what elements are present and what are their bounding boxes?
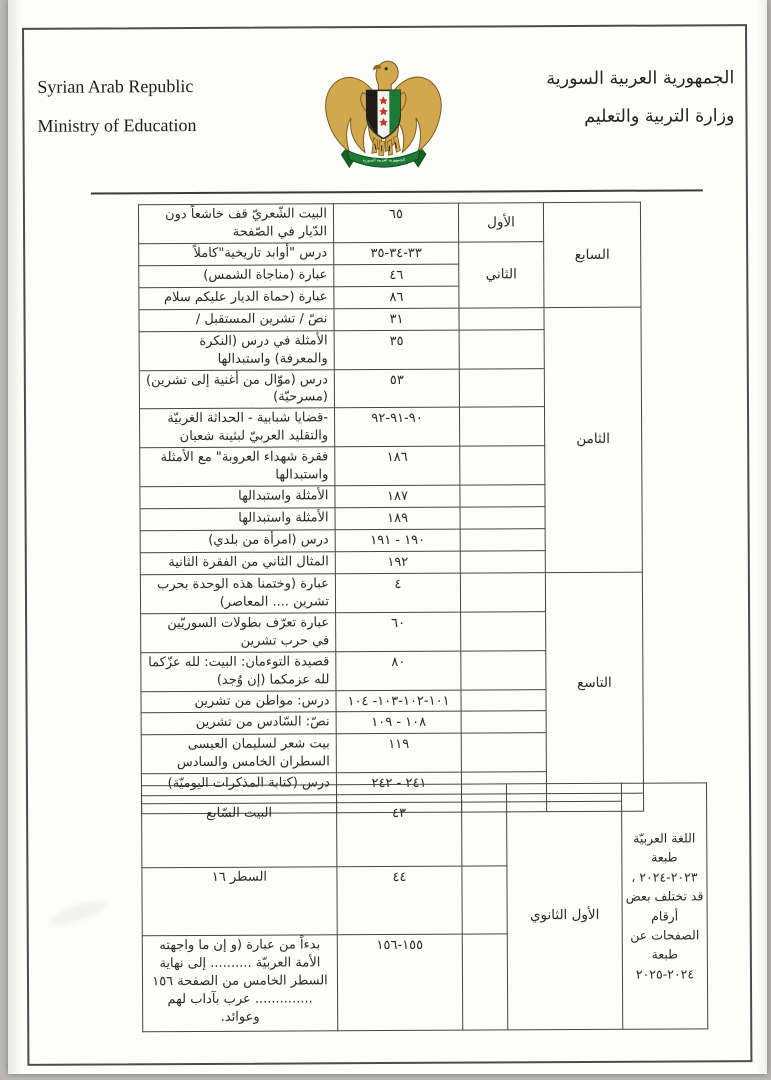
secondary-index-table bbox=[141, 782, 708, 1032]
ministry-name-en: Ministry of Education bbox=[37, 114, 197, 136]
pages-cell: ٤ bbox=[335, 573, 460, 613]
unit-cell-empty bbox=[459, 368, 544, 407]
unit-cell-first: الأول bbox=[458, 203, 543, 242]
unit-cell-empty bbox=[459, 329, 544, 368]
grade-cell-ninth: التاسع bbox=[545, 572, 643, 794]
unit-cell-empty bbox=[462, 866, 507, 934]
emblem-banner-text: الجمهورية العربية السورية bbox=[362, 157, 405, 163]
description-cell: السطر ١٦ bbox=[142, 867, 337, 936]
unit-cell-empty bbox=[459, 307, 544, 329]
pages-cell: ٨٠ bbox=[336, 651, 461, 691]
description-cell: المثال الثاني من الفقرة الثانية bbox=[140, 552, 335, 575]
unit-cell-empty bbox=[461, 650, 546, 689]
pages-cell: ١٨٦ bbox=[335, 446, 460, 486]
grade-cell-first-secondary: الأول الثانوي bbox=[507, 801, 623, 1030]
description-cell: درس: مواطن من تشرين bbox=[141, 690, 336, 713]
unit-cell-empty bbox=[459, 407, 544, 446]
document-frame bbox=[22, 24, 752, 1066]
header-divider bbox=[91, 189, 703, 194]
pages-cell-empty bbox=[336, 784, 461, 803]
pages-cell: ٤٦ bbox=[334, 264, 459, 287]
description-cell: قصيدة التوءمان: البيت: لله عزّكما لله عزمكما (إن وُجد) bbox=[141, 651, 336, 691]
description-cell: نصّ / تشرين المستقبل / bbox=[139, 308, 334, 331]
header-arabic bbox=[546, 70, 734, 146]
unit-cell-empty bbox=[461, 784, 506, 802]
country-name-ar: الجمهورية العربية السورية bbox=[546, 68, 735, 90]
description-cell: درس (موّال من أغنية إلى تشرين) (مسرحيّة) bbox=[139, 369, 334, 409]
pages-cell: ١٨٩ bbox=[335, 507, 460, 530]
unit-cell-empty bbox=[461, 611, 546, 650]
pages-cell: ١٨٧ bbox=[335, 485, 460, 508]
pages-cell: ٣٥ bbox=[334, 330, 459, 370]
pages-cell: ١٩٠ - ١٩١ bbox=[335, 529, 460, 552]
description-cell: عبارة (مناجاة الشمس) bbox=[139, 265, 334, 288]
description-cell: البيت السّابع bbox=[142, 803, 337, 868]
ministry-name-ar: وزارة التربية والتعليم bbox=[584, 105, 735, 127]
description-cell: درس "أوابد تاريخية"كاملاً bbox=[139, 243, 334, 266]
pages-cell: ٢٤١ - ٢٤٢ bbox=[336, 772, 461, 795]
grade-cell-eighth: الثامن bbox=[544, 307, 642, 573]
description-cell: عبارة تعرّف بطولات السوريّين في حرب تشرين bbox=[141, 613, 336, 653]
pages-cell: ١٩٢ bbox=[335, 551, 460, 574]
description-cell: فقرة شهداء العروبة" مع الأمثلة واستبدالها bbox=[140, 447, 335, 487]
description-cell: بدءاً من عبارة (و إن ما واجهته الأمة العربيّة .......... إلى نهاية السطر الخامس من الصفحة ١٥٦ .............. عرب بآداب لهم وعوائد. bbox=[142, 935, 337, 1032]
description-cell: درس (كتابة المذكرات اليوميّة) bbox=[141, 773, 336, 796]
unit-cell-empty bbox=[460, 507, 545, 529]
unit-cell-empty bbox=[460, 485, 545, 507]
pages-cell: ٥٣ bbox=[334, 369, 459, 409]
unit-cell-empty bbox=[460, 573, 545, 612]
unit-cell-second: الثاني bbox=[459, 242, 544, 308]
unit-cell-empty bbox=[461, 711, 546, 733]
table-row bbox=[138, 202, 640, 244]
edition-note-cell: اللغة العربيّة طبعة ٢٠٢٣-٢٠٢٤ ، قد تختلف بعض أرقام الصفحات عن طبعة ٢٠٢٤-٢٠٢٥ bbox=[621, 783, 707, 1029]
unit-cell-empty bbox=[460, 529, 545, 551]
description-cell: بيت شعر لسليمان العيسى السطران الخامس والسادس bbox=[141, 734, 336, 774]
pages-cell: ٣٣-٣٤-٣٥ bbox=[334, 242, 459, 265]
country-name-en: Syrian Arab Republic bbox=[37, 76, 194, 97]
pages-cell: ١٠٨ - ١٠٩ bbox=[336, 712, 461, 735]
grade-cell-empty bbox=[506, 783, 621, 802]
table-row bbox=[139, 307, 641, 332]
unit-cell-empty bbox=[460, 446, 545, 485]
pages-cell: ٤٣ bbox=[337, 802, 462, 867]
unit-cell-empty bbox=[461, 689, 546, 711]
description-cell: -قضايا شبابية - الحداثة الغربيّة والتقليد العربيّ لبثينة شعبان bbox=[140, 408, 335, 448]
description-cell: عبارة (وختمنا هذه الوحدة بحرب تشرين .... المعاصر) bbox=[140, 574, 335, 614]
pages-cell: ٣١ bbox=[334, 308, 459, 331]
table-row-empty bbox=[141, 783, 706, 804]
pages-cell: ١٥٥-١٥٦ bbox=[337, 934, 463, 1031]
pages-cell: ١١٩ bbox=[336, 733, 461, 773]
description-cell: نصّ: السّادس من تشرين bbox=[141, 712, 336, 735]
description-cell: الأمثلة واستبدالها bbox=[140, 508, 335, 531]
description-cell-empty bbox=[141, 785, 336, 804]
pages-cell: ٦٥ bbox=[333, 203, 458, 243]
description-cell: عبارة (حماة الديار عليكم سلام bbox=[139, 287, 334, 310]
unit-cell-empty bbox=[462, 802, 507, 866]
pages-cell: ٩٠-٩١-٩٢ bbox=[335, 407, 460, 447]
description-cell: الأمثلة في درس (النكرة والمعرفة) واستبدالها bbox=[139, 330, 334, 370]
pages-cell: ٨٦ bbox=[334, 286, 459, 309]
description-cell: الأمثلة واستبدالها bbox=[140, 486, 335, 509]
unit-cell-empty bbox=[462, 934, 508, 1030]
description-cell: البيت الشّعريّ قف خاشعاً دون الدّيار في الصّفحة bbox=[138, 204, 333, 244]
pages-cell: ٦٠ bbox=[336, 612, 461, 652]
header-english bbox=[37, 77, 196, 156]
eagle-head-icon bbox=[373, 61, 398, 92]
syrian-eagle-emblem-icon bbox=[319, 54, 448, 173]
pages-cell: ٤٤ bbox=[337, 866, 462, 935]
table-row bbox=[140, 572, 642, 614]
description-cell: درس (امرأة من بلدي) bbox=[140, 530, 335, 553]
pages-cell: ١٠١-١٠٢-١٠٣- ١٠٤ bbox=[336, 690, 461, 713]
unit-cell-empty bbox=[461, 733, 546, 772]
page-index-table bbox=[138, 202, 644, 815]
grade-cell-seventh: السابع bbox=[543, 202, 641, 307]
unit-cell-empty bbox=[460, 551, 545, 573]
